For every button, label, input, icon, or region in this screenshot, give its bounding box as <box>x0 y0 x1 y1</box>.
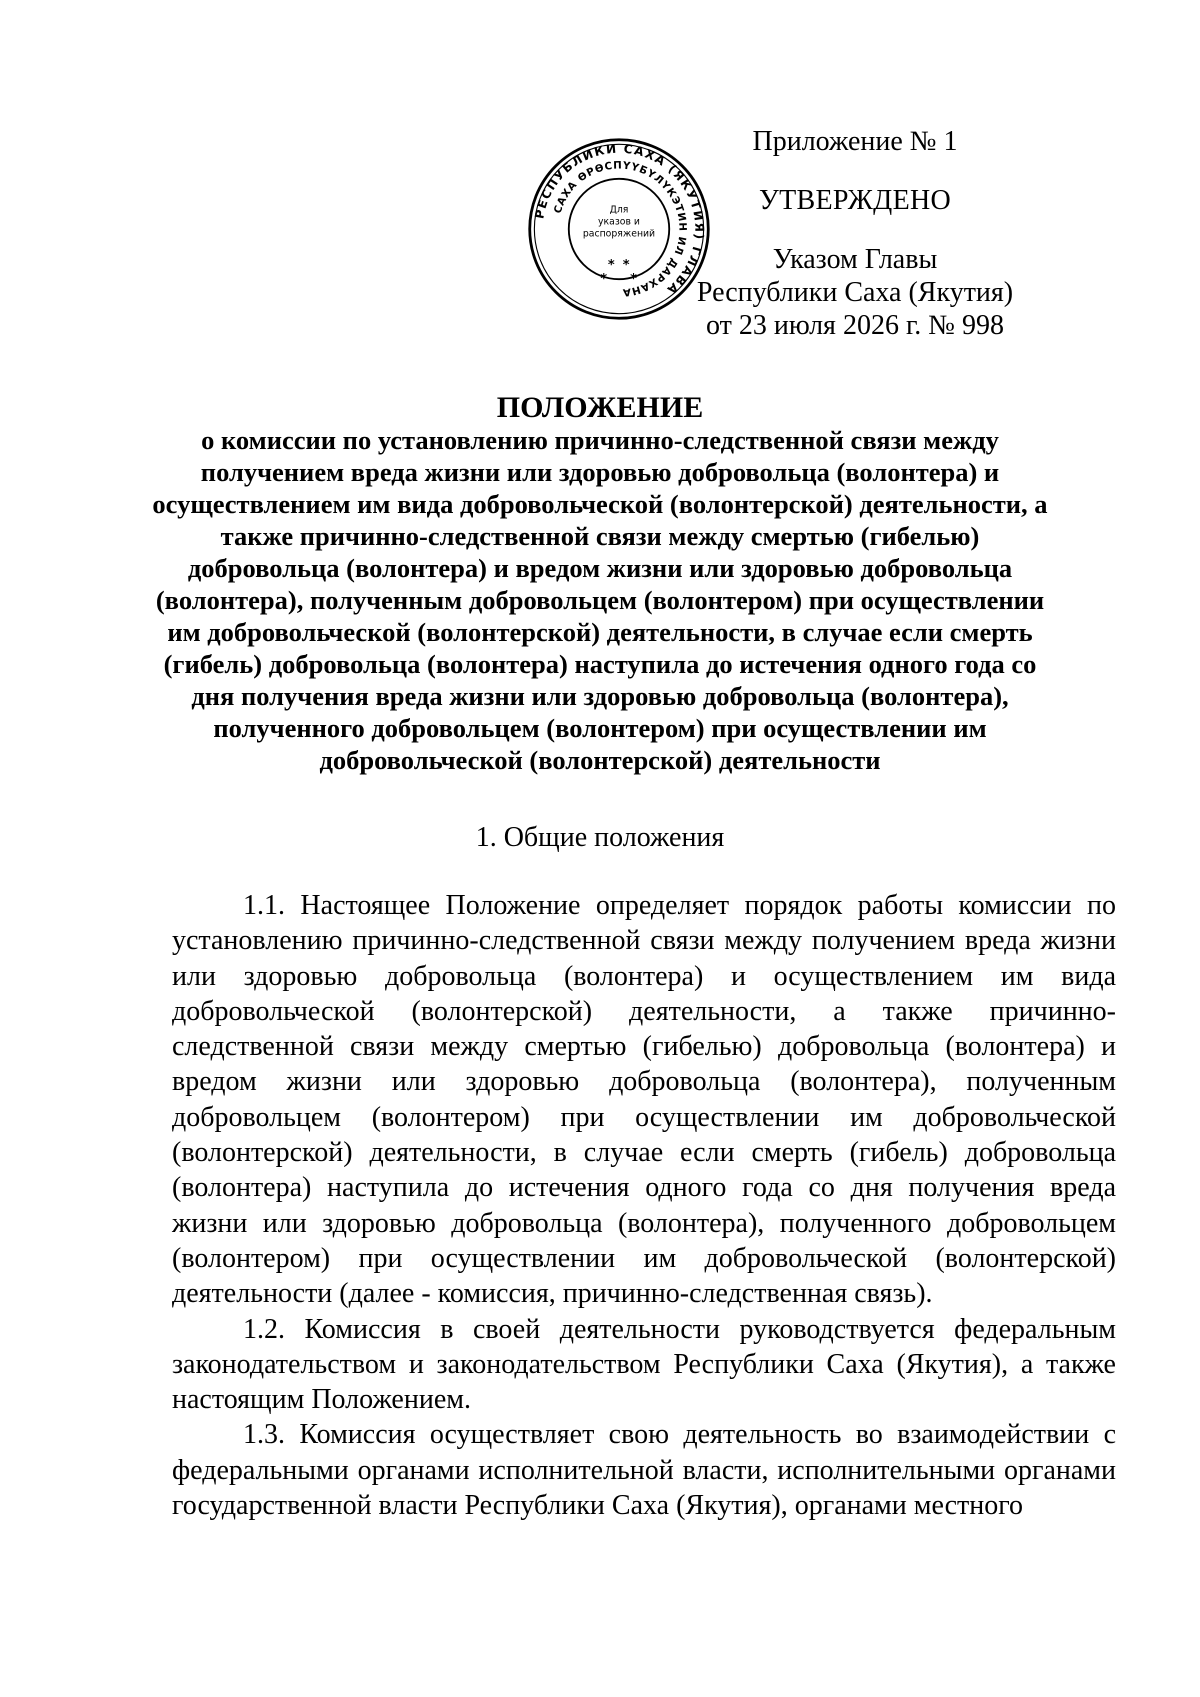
svg-text:*: * <box>607 257 615 273</box>
approval-line: Республики Саха (Якутия) <box>696 277 1014 308</box>
svg-text:*: * <box>600 271 608 287</box>
document-body <box>172 888 1116 1523</box>
seal-inner-text: САХА ӨРӨСПҮҮБҮЛҮКЭТИН ИЛ ДАРХАНА <box>552 160 688 298</box>
approval-block <box>690 125 1020 342</box>
svg-text:*: * <box>630 271 637 287</box>
seal-center-line: Для <box>609 204 629 216</box>
seal-stars <box>600 258 637 287</box>
approval-line: Указом Главы <box>772 244 938 275</box>
approved-label: УТВЕРЖДЕНО <box>758 185 952 216</box>
seal-outer-text: РЕСПУБЛИКИ САХА (ЯКУТИЯ) ГЛАВА <box>532 141 707 298</box>
seal-center-line: распоряжений <box>582 228 656 240</box>
approval-line: от 23 июля 2026 г. № 998 <box>706 310 1004 341</box>
section-heading: 1. Общие положения <box>475 822 725 853</box>
title-heading: ПОЛОЖЕНИЕ <box>496 391 704 424</box>
paragraph: 1.1. Настоящее Положение определяет порядок работы комиссии по установлению причинно-следственной связи между получением вреда жизни или здоровью добровольца (волонтера) и осуществлением им вида добровольческой (волонтерской) деятельности, а также причинно-следственной связи между смертью (гибелью) добровольца (волонтера) и вредом жизни или здоровью добровольца (волонтера), полученным добровольцем (волонтером) при осуществлении им добровольческой (волонтерской) деятельности, в случае если смерть (гибель) добровольца (волонтера) наступила до истечения одного года со дня получения вреда жизни или здоровью добровольца (волонтера), полученного добровольцем (волонтером) при осуществлении им добровольческой (волонтерской) деятельности (далее - комиссия, причинно-следственная связь). <box>172 890 1116 1310</box>
svg-text:*: * <box>622 257 630 273</box>
seal-center-line: указов и <box>598 216 640 228</box>
official-seal <box>526 136 712 322</box>
paragraph: 1.2. Комиссия в своей деятельности руководствуется федеральным законодательством и законодательством Республики Саха (Якутия), а также настоящим Положением. <box>172 1313 1116 1416</box>
paragraph: 1.3. Комиссия осуществляет свою деятельность во взаимодействии с федеральными органами исполнительной власти, исполнительными органами государственной власти Республики Саха (Якутия), органами местного <box>172 1419 1116 1522</box>
document-title <box>150 392 1050 776</box>
title-subtitle: о комиссии по установлению причинно-следственной связи между получением вреда жизни или здоровью добровольца (волонтера) и осуществлением им вида добровольческой (волонтерской) деятельности, а также причинно-следственной связи между смертью (гибелью) добровольца (волонтера) и вредом жизни или здоровью добровольца (волонтера), полученным добровольцем (волонтером) при осуществлении им добровольческой (волонтерской) деятельности, в случае если смерть (гибель) добровольца (волонтера) наступила до истечения одного года со дня получения вреда жизни или здоровью добровольца (волонтера), полученного добровольцем (волонтером) при осуществлении им добровольческой (волонтерской) деятельности <box>152 425 1048 775</box>
appendix-number: Приложение № 1 <box>752 126 958 157</box>
